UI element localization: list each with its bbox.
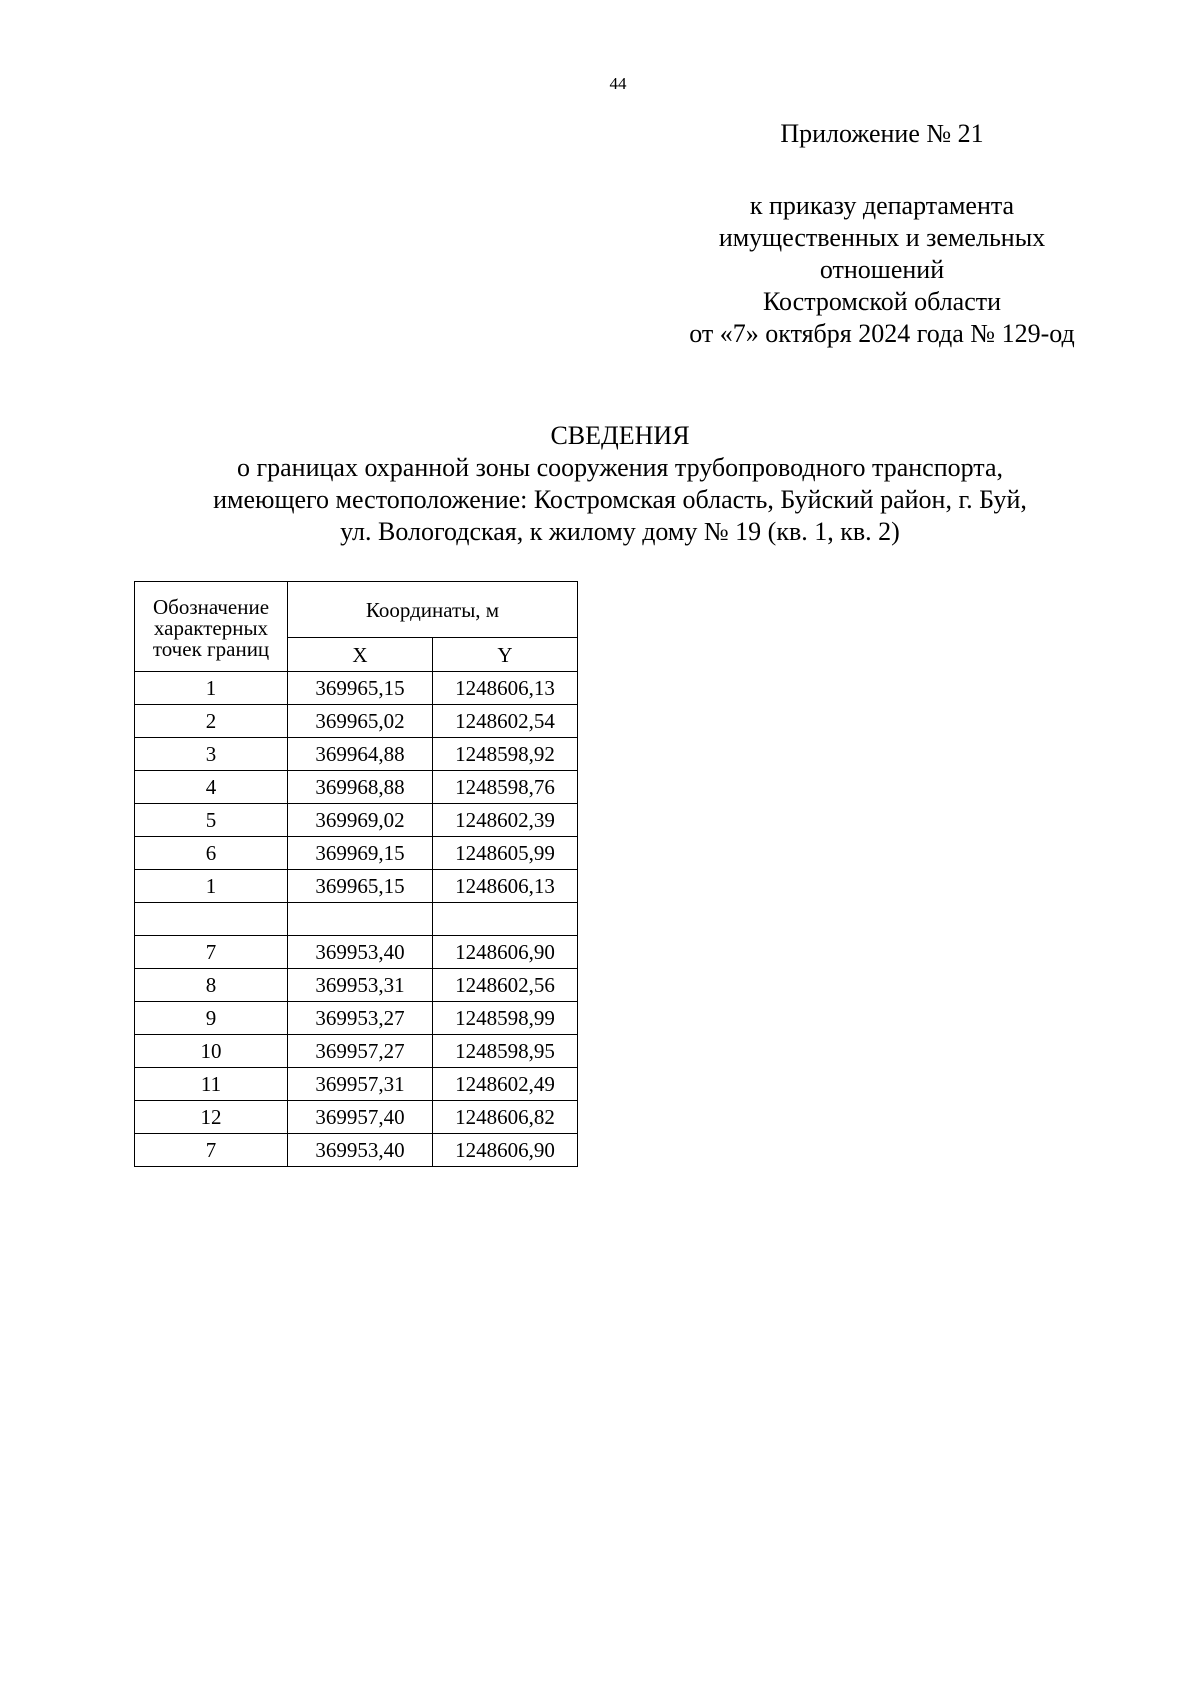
point-header-line: характерных: [153, 616, 269, 640]
x-coordinate-cell: 369957,40: [288, 1101, 433, 1134]
y-coordinate-cell: 1248606,82: [433, 1101, 578, 1134]
point-header: [135, 582, 288, 672]
point-number-cell: 2: [135, 705, 288, 738]
point-number-cell: 5: [135, 804, 288, 837]
y-coordinate-cell: 1248602,49: [433, 1068, 578, 1101]
y-coordinate-cell: 1248606,13: [433, 870, 578, 903]
point-number-cell: 6: [135, 837, 288, 870]
x-coordinate-cell: 369957,27: [288, 1035, 433, 1068]
y-coordinate-cell: 1248598,92: [433, 738, 578, 771]
y-coordinate-cell: 1248606,90: [433, 936, 578, 969]
table-body: [135, 672, 578, 1167]
x-coordinate-cell: [288, 903, 433, 936]
x-coordinate-cell: 369957,31: [288, 1068, 433, 1101]
x-coordinate-cell: 369969,15: [288, 837, 433, 870]
table-row: [135, 837, 578, 870]
appendix-order-line: Костромской области: [762, 287, 1002, 316]
point-header-line: Обозначение: [152, 595, 270, 619]
table-row: [135, 1101, 578, 1134]
point-header-line: точек границ: [152, 637, 270, 661]
table-row: [135, 1035, 578, 1068]
table-row: [135, 936, 578, 969]
point-number-cell: 1: [135, 870, 288, 903]
point-number-cell: 4: [135, 771, 288, 804]
table-row: [135, 672, 578, 705]
y-coordinate-cell: 1248598,76: [433, 771, 578, 804]
appendix-order-line: от «7» октября 2024 года № 129-од: [689, 319, 1075, 348]
point-number-cell: [135, 903, 288, 936]
point-number-cell: 8: [135, 969, 288, 1002]
document-heading: [120, 420, 1120, 548]
y-coordinate-cell: 1248598,95: [433, 1035, 578, 1068]
table-row: [135, 1068, 578, 1101]
point-number-cell: 9: [135, 1002, 288, 1035]
y-coordinate-cell: 1248606,13: [433, 672, 578, 705]
x-header: X: [288, 638, 433, 672]
y-coordinate-cell: 1248598,99: [433, 1002, 578, 1035]
coordinates-header: Координаты, м: [288, 582, 578, 638]
y-header: Y: [433, 638, 578, 672]
appendix-order-line: к приказу департамента: [749, 191, 1015, 220]
y-coordinate-cell: 1248602,54: [433, 705, 578, 738]
y-coordinate-cell: 1248606,90: [433, 1134, 578, 1167]
x-coordinate-cell: 369965,02: [288, 705, 433, 738]
point-number-cell: 10: [135, 1035, 288, 1068]
point-number-cell: 3: [135, 738, 288, 771]
x-coordinate-cell: 369953,27: [288, 1002, 433, 1035]
heading-line: имеющего местоположение: Костромская область, Буйский район, г. Буй,: [213, 485, 1027, 514]
y-coordinate-cell: 1248605,99: [433, 837, 578, 870]
point-number-cell: 7: [135, 1134, 288, 1167]
coordinates-table: [134, 581, 578, 1167]
x-coordinate-cell: 369953,31: [288, 969, 433, 1002]
point-number-cell: 11: [135, 1068, 288, 1101]
x-coordinate-cell: 369969,02: [288, 804, 433, 837]
x-coordinate-cell: 369965,15: [288, 870, 433, 903]
table-row: [135, 771, 578, 804]
appendix-order-line: имущественных и земельных: [718, 223, 1046, 252]
table-row: [135, 738, 578, 771]
y-coordinate-cell: [433, 903, 578, 936]
table-row: [135, 969, 578, 1002]
y-coordinate-cell: 1248602,56: [433, 969, 578, 1002]
table-row: [135, 705, 578, 738]
x-coordinate-cell: 369953,40: [288, 936, 433, 969]
point-number-cell: 1: [135, 672, 288, 705]
table-row: [135, 1002, 578, 1035]
point-number-cell: 12: [135, 1101, 288, 1134]
appendix-order-line: отношений: [819, 255, 945, 284]
point-number-cell: 7: [135, 936, 288, 969]
heading-line: о границах охранной зоны сооружения трубопроводного транспорта,: [236, 453, 1004, 482]
x-coordinate-cell: 369964,88: [288, 738, 433, 771]
y-coordinate-cell: 1248602,39: [433, 804, 578, 837]
table-row: [135, 903, 578, 936]
appendix-order-block: [600, 190, 1164, 350]
heading-title: СВЕДЕНИЯ: [550, 421, 690, 450]
table-row: [135, 1134, 578, 1167]
table-row: [135, 804, 578, 837]
table-row: [135, 870, 578, 903]
page-number: 44: [609, 74, 627, 93]
heading-line: ул. Вологодская, к жилому дому № 19 (кв. 1, кв. 2): [340, 517, 900, 546]
x-coordinate-cell: 369953,40: [288, 1134, 433, 1167]
appendix-title: Приложение № 21: [780, 119, 984, 148]
x-coordinate-cell: 369965,15: [288, 672, 433, 705]
x-coordinate-cell: 369968,88: [288, 771, 433, 804]
